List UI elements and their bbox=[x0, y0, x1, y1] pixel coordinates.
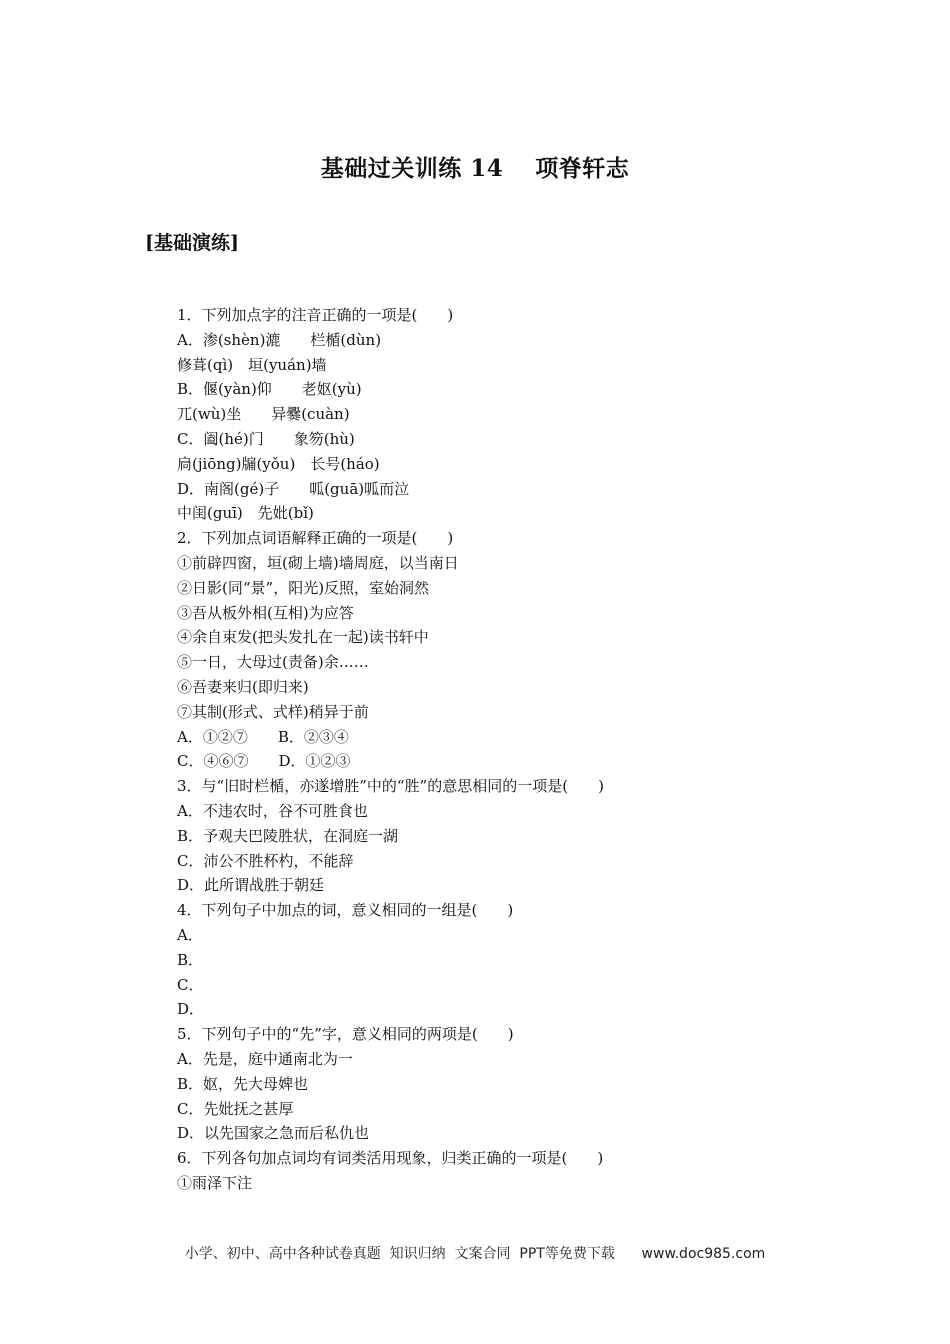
question-line: 修葺(qì) 垣(yuán)墙 bbox=[177, 355, 327, 374]
question-line: C．沛公不胜杯杓，不能辞 bbox=[177, 851, 354, 870]
question-line: 5．下列句子中的“先”字，意义相同的两项是( ) bbox=[177, 1025, 514, 1044]
question-line: D．以先国家之急而后私仇也 bbox=[177, 1124, 370, 1143]
question-line: C．④⑥⑦ D．①②③ bbox=[177, 752, 351, 771]
question-line: D． bbox=[177, 1000, 205, 1019]
question-line: C．先妣抚之甚厚 bbox=[177, 1099, 294, 1118]
question-line: A．先是，庭中通南北为一 bbox=[177, 1049, 353, 1068]
question-line: 4．下列句子中加点的词，意义相同的一组是( ) bbox=[177, 901, 514, 920]
question-line: ①前辟四窗，垣(砌上墙)墙周庭，以当南日 bbox=[177, 553, 459, 572]
question-line: 2．下列加点词语解释正确的一项是( ) bbox=[177, 529, 454, 548]
question-line: 中闺(guī) 先妣(bǐ) bbox=[177, 504, 314, 523]
question-line: B． bbox=[177, 950, 204, 969]
question-line: 兀(wù)坐 异爨(cuàn) bbox=[177, 405, 350, 424]
question-line: B．妪，先大母婢也 bbox=[177, 1074, 309, 1093]
question-line: ⑥吾妻来归(即归来) bbox=[177, 677, 309, 696]
question-line: 3．与“旧时栏楯，亦遂增胜”中的“胜”的意思相同的一项是( ) bbox=[177, 777, 604, 796]
question-line: B．偃(yàn)仰 老妪(yù) bbox=[177, 380, 362, 399]
question-line: C． bbox=[177, 975, 204, 994]
question-line: 6．下列各句加点词均有词类活用现象，归类正确的一项是( ) bbox=[177, 1149, 604, 1168]
question-line: A．①②⑦ B．②③④ bbox=[177, 727, 349, 746]
question-line: C．阖(hé)门 象笏(hù) bbox=[177, 429, 355, 448]
question-line: B．予观夫巴陵胜状，在洞庭一湖 bbox=[177, 826, 399, 845]
section-heading: [基础演练] bbox=[145, 232, 239, 254]
question-line: A．渗(shèn)漉 栏楯(dùn) bbox=[177, 330, 382, 349]
question-line: A．不违农时，谷不可胜食也 bbox=[177, 801, 368, 820]
question-line: ②日影(同“景”，阳光)反照，室始洞然 bbox=[177, 578, 430, 597]
question-line: 1．下列加点字的注音正确的一项是( ) bbox=[177, 306, 454, 324]
question-line: ①雨泽下注 bbox=[177, 1173, 253, 1192]
question-line: ③吾从板外相(互相)为应答 bbox=[177, 603, 354, 622]
question-line: ④余自束发(把头发扎在一起)读书轩中 bbox=[177, 628, 429, 647]
page-title: 基础过关训练 14 项脊轩志 bbox=[320, 155, 630, 182]
question-line: ⑦其制(形式、式样)稍异于前 bbox=[177, 702, 369, 721]
question-line: 扃(jiōng)牖(yǒu) 长号(háo) bbox=[177, 454, 380, 473]
question-line: ⑤一日，大母过(责备)余…… bbox=[177, 653, 369, 672]
question-line: D．此所谓战胜于朝廷 bbox=[177, 876, 325, 895]
question-line: D．南阁(gé)子 呱(guā)呱而泣 bbox=[177, 479, 410, 498]
question-body bbox=[177, 303, 797, 1196]
page-footer: 小学、初中、高中各种试卷真题 知识归纳 文案合同 PPT等免费下载 www.doc985.com bbox=[184, 1246, 766, 1262]
question-line: A． bbox=[177, 925, 203, 944]
